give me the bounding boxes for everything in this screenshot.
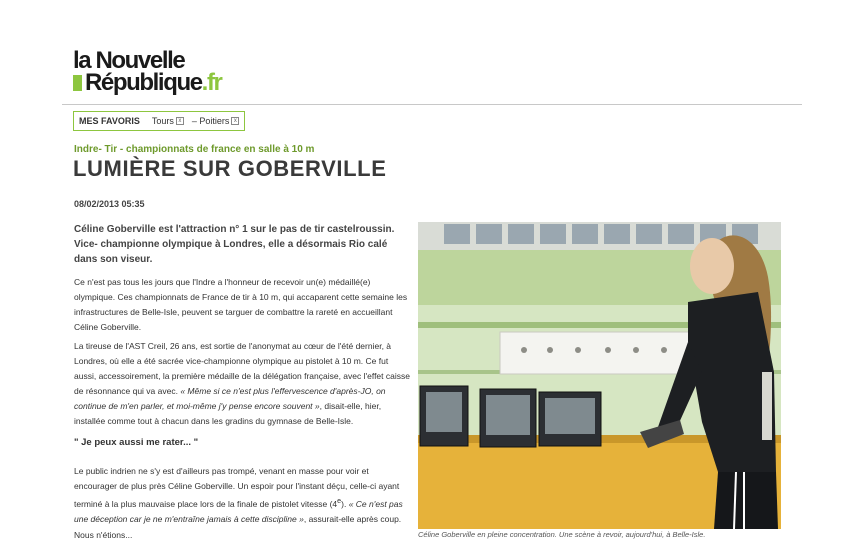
paragraph-text: , assurait-elle après coup.: [303, 513, 402, 524]
superscript: e: [337, 497, 342, 505]
favorite-label[interactable]: Tours: [151, 116, 174, 126]
article-paragraph: [74, 339, 412, 429]
logo-word: République: [85, 69, 202, 96]
quote-text: « Même si ce n'est plus l'effervescence d'après-JO, on continue de m'en parler, et moi-même j'y pense encore souvent »: [74, 386, 386, 411]
close-icon[interactable]: x: [231, 117, 239, 125]
article-headline: LUMIÈRE SUR GOBERVILLE: [73, 156, 387, 181]
logo-line-1: la Nouvelle: [73, 47, 185, 74]
paragraph-text: , disait-elle, hier, installée comme tout à chacun dans les gradins du gymnase de Belle-Isle.: [74, 401, 382, 426]
paragraph-text: ).: [341, 498, 347, 509]
favorite-label[interactable]: – Poitiers: [191, 116, 230, 126]
article-lead: Céline Goberville est l'attraction n° 1 sur le pas de tir castelroussin. Vice- championne olympique à Londres, elle a désormais Rio calé dans son viseur.: [74, 224, 395, 265]
close-icon[interactable]: x: [176, 117, 184, 125]
article-date: 08/02/2013 05:35: [74, 199, 145, 209]
logo-mark-icon: [73, 75, 82, 91]
paragraph-text: Le public indrien ne s'y est d'ailleurs pas trompé, venant en masse pour voir et encourager de plus près Céline Goberville. Un espoir pour l'instant déçu, celle-ci ayant terminé à la plus mauvaise place lors de la finale de pistolet vitesse (4: [74, 466, 400, 509]
article-photo[interactable]: [418, 222, 781, 529]
logo-line-2: [73, 71, 221, 95]
article-paragraph: Ce n'est pas tous les jours que l'Indre a l'honneur de recevoir un(e) médaillé(e) olympique. Ces championnats de France de tir à 10 m, qui accaparent cette semaine les infrastructures de Belle-Isle, peuvent se targuer de combattre la rareté en accueillant Céline Goberville.: [74, 277, 408, 332]
paragraph-text: La tireuse de l'AST Creil, 26 ans, est sortie de l'anonymat au cœur de l'été dernier, à Londres, où elle a été sacrée vice-championne olympique au pistolet à 10 m. Ce fut aussi, accessoirement, la première médaille de la délégation française, avec l'effet caisse de résonnance qui va avec.: [74, 341, 410, 396]
header-divider: [62, 104, 802, 105]
article-paragraph: Nous n'étions...: [74, 530, 133, 540]
shooting-range-photo: [418, 222, 781, 529]
photo-caption: Céline Goberville en pleine concentration. Une scène à revoir, aujourd'hui, à Belle-Isle.: [418, 530, 706, 539]
favorite-item[interactable]: [192, 116, 240, 126]
quote-text: « Ce n'est pas une déception car je ne m'entraîne jamais à cette discipline »: [74, 498, 403, 524]
article-paragraph: [74, 464, 412, 527]
favorites-bar: [73, 111, 245, 131]
site-logo[interactable]: [73, 49, 248, 99]
favorites-title: MES FAVORIS: [79, 116, 140, 126]
logo-tld: .fr: [201, 69, 222, 96]
article-kicker[interactable]: Indre- Tir - championnats de france en salle à 10 m: [74, 144, 315, 155]
favorite-item[interactable]: [152, 116, 184, 126]
article-subhead: " Je peux aussi me rater... ": [74, 437, 199, 448]
